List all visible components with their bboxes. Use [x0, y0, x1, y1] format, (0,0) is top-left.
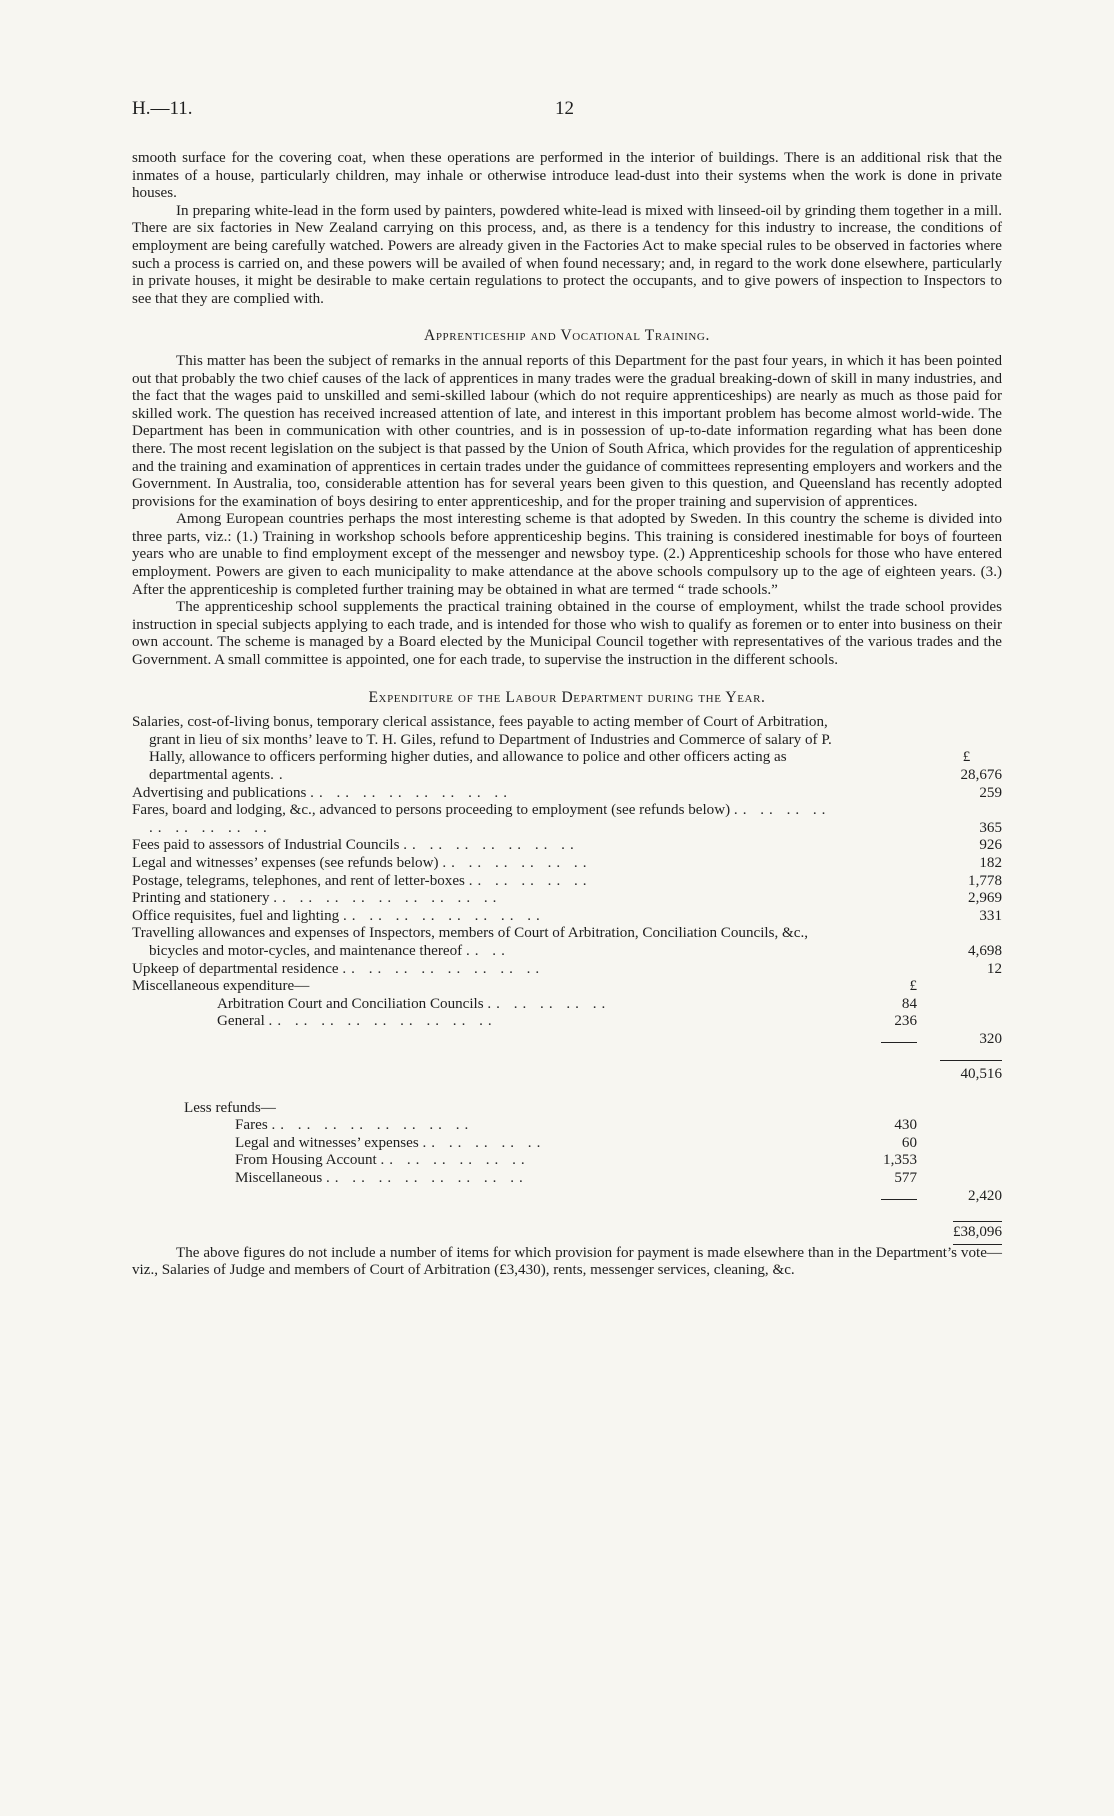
item-label: Arbitration Court and Conciliation Councils .. .. .. .. .. — [217, 995, 611, 1012]
item-amount: 430 — [894, 1117, 917, 1134]
item-amount: 1,778 — [968, 872, 1002, 889]
table-row — [132, 961, 1002, 979]
table-row — [132, 890, 1002, 908]
paragraph: smooth surface for the covering coat, when these operations are performed in the interior of buildings. There is an additional risk that the inmates of a house, particularly children, may inhale or otherwise introduce lead-dust into their systems when the work is done in private houses. — [132, 150, 1002, 202]
table-row — [132, 785, 1002, 803]
section-heading-expenditure: Expenditure of the Labour Department during the Year. — [368, 688, 766, 706]
table-row — [132, 1152, 1002, 1170]
table-row — [132, 1188, 1002, 1206]
table-row — [132, 1117, 1002, 1135]
item-label: Salaries, cost-of-living bonus, temporary clerical assistance, fees payable to acting member of Court of Arbitration, grant in lieu of six months’ leave to T. H. Giles, refund to Department of Industries and Commerce of salary of P. Hally, allowance to officers performing higher duties, and allowance to police and other officers acting as departmental agents.. — [132, 714, 832, 783]
report-reference: H.—11. — [132, 98, 193, 119]
item-label: Upkeep of departmental residence .. .. .. .. .. .. .. .. — [132, 960, 545, 977]
pound-sign: £ — [962, 749, 971, 766]
item-amount: 926 — [979, 837, 1002, 854]
refunds-label: Less refunds— — [184, 1099, 276, 1116]
page-body — [132, 150, 1002, 1280]
table-row — [132, 802, 1002, 837]
table-row — [132, 1170, 1002, 1188]
table-row — [132, 978, 1002, 996]
table-row — [132, 1100, 1002, 1118]
table-row — [132, 1066, 1002, 1084]
paragraph: Among European countries perhaps the most interesting scheme is that adopted by Sweden. In this country the scheme is divided into three parts, viz.: (1.) Training in workshop schools before apprenticeship begins. This training is considered inestimable for boys of fourteen years who are unable to find employment except of the messenger and newsboy type. (2.) Apprenticeship schools for those who have entered employment. Powers are given to each municipality to make attendance at the above schools compulsory up to the age of eighteen years. (3.) After the apprenticeship is completed further training may be obtained in what are termed “ trade schools.” — [132, 511, 1002, 598]
item-amount: 60 — [901, 1134, 917, 1151]
item-label: General .. .. .. .. .. .. .. .. .. — [217, 1013, 497, 1030]
item-amount: 84 — [901, 995, 917, 1012]
paragraph: The apprenticeship school supplements the practical training obtained in the course of employment, whilst the trade school provides instruction in special subjects applying to each trade, and is intended for those who wish to qualify as foremen or to enter into business on their own account. The scheme is managed by a Board elected by the Municipal Council together with representatives of the various trades and the Government. A small committee is appointed, one for each trade, to supervise the instruction in the different schools. — [132, 599, 1002, 669]
table-row — [132, 925, 1002, 960]
item-label: Fees paid to assessors of Industrial Councils .. .. .. .. .. .. .. — [132, 837, 579, 854]
misc-label: Miscellaneous expenditure— — [132, 978, 310, 995]
item-label: Travelling allowances and expenses of Inspectors, members of Court of Arbitration, Conciliation Councils, &c., bicycles and motor-cycles, and maintenance thereof .. .. — [132, 925, 809, 959]
table-row — [132, 1221, 1002, 1245]
subtotal-rule — [881, 1199, 917, 1200]
table-row — [132, 1135, 1002, 1153]
item-label: Office requisites, fuel and lighting .. .. .. .. .. .. .. .. — [132, 907, 545, 924]
item-label: Miscellaneous .. .. .. .. .. .. .. .. — [235, 1170, 528, 1187]
table-row — [132, 873, 1002, 891]
item-label: Printing and stationery .. .. .. .. .. .. .. .. .. — [132, 890, 502, 907]
net-total: £38,096 — [953, 1221, 1002, 1245]
subtotal-rule — [881, 1042, 917, 1043]
total-rule — [940, 1060, 1002, 1061]
item-amount: 236 — [894, 1013, 917, 1030]
item-amount: 4,698 — [968, 942, 1002, 959]
item-label: From Housing Account .. .. .. .. .. .. — [235, 1152, 530, 1169]
table-row — [132, 908, 1002, 926]
table-row — [132, 1013, 1002, 1031]
item-label: Legal and witnesses’ expenses .. .. .. .. .. — [235, 1134, 546, 1151]
paragraph: This matter has been the subject of remarks in the annual reports of this Department for the past four years, in which it has been pointed out that probably the two chief causes of the lack of apprentices in many trades were the gradual breaking-down of skill in many industries, and the fact that the wages paid to unskilled and semi-skilled labour (which do not require apprenticeships) are nearly as much as those paid for skilled work. The question has received increased attention of late, and interest in this important problem has become almost world-wide. The Department has been in communication with other countries, and is in possession of up-to-date information regarding what has been done there. The most recent legislation on the subject is that passed by the Union of South Africa, which provides for the regulation of apprenticeship and the training and examination of apprentices in certain trades under the guidance of committees representing employers and workers and the Government. In Australia, too, considerable attention has for several years been given to this question, and Queensland has recently adopted provisions for the examination of boys desiring to enter apprenticeship, and for the proper training and supervision of apprentices. — [132, 352, 1002, 510]
gross-total: 40,516 — [960, 1066, 1002, 1083]
item-amount: 331 — [979, 907, 1002, 924]
item-label: Advertising and publications .. .. .. .. .. .. .. .. — [132, 784, 512, 801]
item-label: Postage, telegrams, telephones, and rent of letter-boxes .. .. .. .. .. — [132, 872, 592, 889]
paragraph: In preparing white-lead in the form used by painters, powdered white-lead is mixed with linseed-oil by grinding them together in a mill. There are six factories in New Zealand carrying on this process, and, as there is a tendency for this industry to increase, the conditions of employment are being carefully watched. Powers are already given in the Factories Act to make special rules to be observed in factories where such a process is carried on, and these powers will be availed of when found necessary; and, in regard to the work done elsewhere, particularly in private houses, it might be desirable to make certain regulations to protect the occupants, and to give powers of inspection to Inspectors to see that they are complied with. — [132, 202, 1002, 307]
page-number: 12 — [555, 98, 574, 119]
item-amount: 12 — [986, 960, 1002, 977]
table-row — [132, 996, 1002, 1014]
item-label: Fares, board and lodging, &c., advanced to persons proceeding to employment (see refunds below) .. .. .. .. .. .. .. .. .. — [132, 802, 831, 836]
table-row — [132, 1031, 1002, 1049]
item-amount: 365 — [979, 819, 1002, 836]
table-row — [132, 714, 1002, 784]
footnote-paragraph: The above figures do not include a number of items for which provision for payment is made elsewhere than in the Department’s vote—viz., Salaries of Judge and members of Court of Arbitration (£3,430), rents, messenger services, cleaning, &c. — [132, 1244, 1002, 1279]
pound-sign: £ — [909, 978, 917, 995]
item-amount: 1,353 — [883, 1152, 917, 1169]
table-row — [132, 855, 1002, 873]
table-row — [132, 837, 1002, 855]
section-heading-training: Apprenticeship and Vocational Training. — [424, 327, 710, 345]
item-amount: £ 28,676 — [917, 749, 1002, 784]
misc-total: 320 — [979, 1030, 1002, 1047]
refunds-total: 2,420 — [968, 1187, 1002, 1204]
table-row — [132, 1049, 1002, 1067]
item-label: Legal and witnesses’ expenses (see refunds below) .. .. .. .. .. .. — [132, 854, 592, 871]
item-amount: 2,969 — [968, 890, 1002, 907]
item-amount: 577 — [894, 1170, 917, 1187]
item-amount: 182 — [979, 854, 1002, 871]
expenditure-table — [132, 714, 1002, 1245]
item-label: Fares .. .. .. .. .. .. .. .. — [235, 1117, 474, 1134]
item-amount: 259 — [979, 784, 1002, 801]
